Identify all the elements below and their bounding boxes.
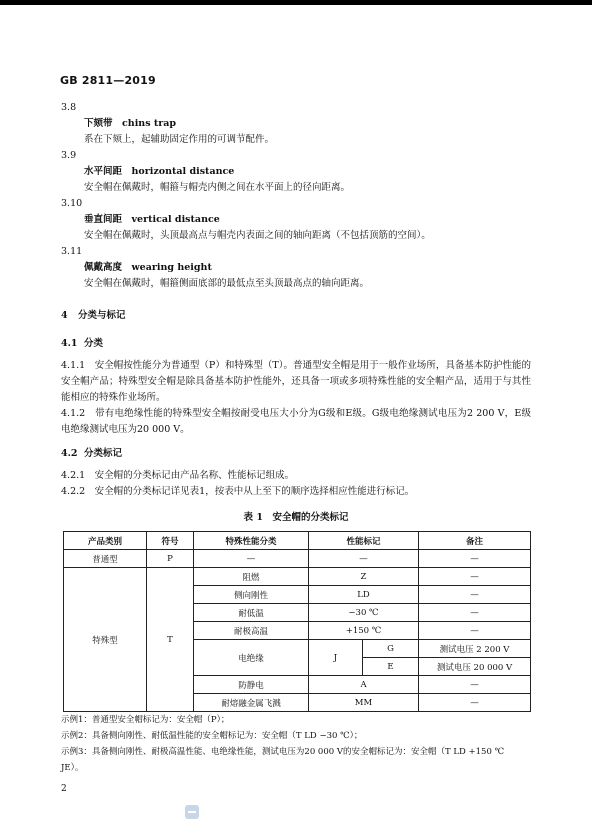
- table-cell: P: [147, 550, 194, 568]
- term-title: 垂直间距 vertical distance: [84, 214, 220, 225]
- example-1: 示例1：普通型安全帽标记为：安全帽（P）；: [61, 715, 230, 725]
- term-number: 3.10: [61, 198, 83, 209]
- table-cell: T: [147, 568, 194, 712]
- term-number: 3.9: [61, 150, 77, 161]
- paragraph-4-1-2: 4.1.2 带有电绝缘性能的特殊型安全帽按耐受电压大小分为G级和E级。G级电绝缘测试电压为2 200 V，E级电绝缘测试电压为20 000 V。: [61, 408, 531, 435]
- table-cell: 特殊型: [64, 568, 147, 712]
- table-cell: J: [309, 640, 363, 676]
- table-cell: —: [419, 568, 531, 586]
- table-cell: —: [419, 694, 531, 712]
- term-number: 3.11: [61, 246, 83, 257]
- table-cell: —: [419, 622, 531, 640]
- paragraph-4-2-2: 4.2.2 安全帽的分类标记详见表1，按表中从上至下的顺序选择相应性能进行标记。: [61, 486, 415, 497]
- table-cell: 耐极高温: [194, 622, 309, 640]
- table-cell: —: [419, 604, 531, 622]
- header-cell: 符号: [147, 532, 194, 550]
- table-cell: MM: [309, 694, 419, 712]
- table-cell: Z: [309, 568, 419, 586]
- table-cell: LD: [309, 586, 419, 604]
- classification-table: [63, 531, 531, 712]
- table-cell: —: [419, 550, 531, 568]
- table-cell: 普通型: [64, 550, 147, 568]
- table-cell: —: [419, 586, 531, 604]
- term-title: 下颏带 chins trap: [84, 118, 177, 129]
- table-cell: 防静电: [194, 676, 309, 694]
- standard-number: GB 2811—2019: [60, 74, 156, 87]
- term-definition: 安全帽在佩戴时，头顶最高点与帽壳内表面之间的轴向距离（不包括顶筋的空间）。: [84, 230, 431, 241]
- table-cell: —: [194, 550, 309, 568]
- table-cell: 测试电压 20 000 V: [419, 658, 531, 676]
- section-title: 分类与标记: [78, 310, 126, 321]
- watermark-icon: [185, 805, 199, 819]
- table-cell: 耐熔融金属飞溅: [194, 694, 309, 712]
- example-2: 示例2：具备侧向刚性、耐低温性能的安全帽标记为：安全帽（T LD −30 ℃）；: [61, 731, 363, 741]
- top-border: [0, 0, 592, 5]
- term-definition: 安全帽在佩戴时，帽箍侧面底部的最低点至头顶最高点的轴向距离。: [84, 278, 370, 289]
- header-cell: 性能标记: [309, 532, 419, 550]
- table-cell: 测试电压 2 200 V: [419, 640, 531, 658]
- table-cell: 耐低温: [194, 604, 309, 622]
- table-cell: −30 ℃: [309, 604, 419, 622]
- subsection-number: 4.2: [61, 448, 78, 459]
- term-title: 佩戴高度 wearing height: [84, 262, 212, 273]
- term-definition: 安全帽在佩戴时，帽箍与帽壳内侧之间在水平面上的径向距离。: [84, 182, 351, 193]
- subsection-title: 分类标记: [84, 448, 123, 459]
- table-row: [64, 568, 531, 586]
- table-cell: 阻燃: [194, 568, 309, 586]
- term-number: 3.8: [61, 102, 77, 113]
- term-title: 水平间距 horizontal distance: [84, 166, 235, 177]
- table-cell: G: [363, 640, 419, 658]
- table-caption: 表 1 安全帽的分类标记: [243, 512, 349, 523]
- subsection-title: 分类: [84, 338, 104, 349]
- paragraph-4-1-1: 4.1.1 安全帽按性能分为普通型（P）和特殊型（T）。普通型安全帽是用于一般作业场所，具备基本防护性能的安全帽产品；特殊型安全帽是除具备基本防护性能外，还具备一项或多项特殊性能的安全帽产品，适用于与其性能相应的特殊作业场所。: [61, 360, 531, 403]
- table-cell: 侧向刚性: [194, 586, 309, 604]
- paragraph-4-2-1: 4.2.1 安全帽的分类标记由产品名称、性能标记组成。: [61, 470, 295, 481]
- table-cell: +150 ℃: [309, 622, 419, 640]
- section-number: 4: [61, 310, 68, 321]
- example-3-continued: JE）。: [61, 763, 84, 773]
- table-cell: 电绝缘: [194, 640, 309, 676]
- table-cell: E: [363, 658, 419, 676]
- term-definition: 系在下颏上，起辅助固定作用的可调节配件。: [84, 134, 275, 145]
- header-cell: 备注: [419, 532, 531, 550]
- table-row: [64, 550, 531, 568]
- header-cell: 产品类别: [64, 532, 147, 550]
- table-cell: —: [309, 550, 419, 568]
- table-cell: —: [419, 676, 531, 694]
- header-cell: 特殊性能分类: [194, 532, 309, 550]
- example-3: 示例3：具备侧向刚性、耐极高温性能、电绝缘性能，测试电压为20 000 V的安全帽标记为：安全帽（T LD +150 ℃: [61, 747, 505, 757]
- table-cell: A: [309, 676, 419, 694]
- subsection-number: 4.1: [61, 338, 78, 349]
- table-header-row: [64, 532, 531, 550]
- page-number: 2: [61, 784, 67, 794]
